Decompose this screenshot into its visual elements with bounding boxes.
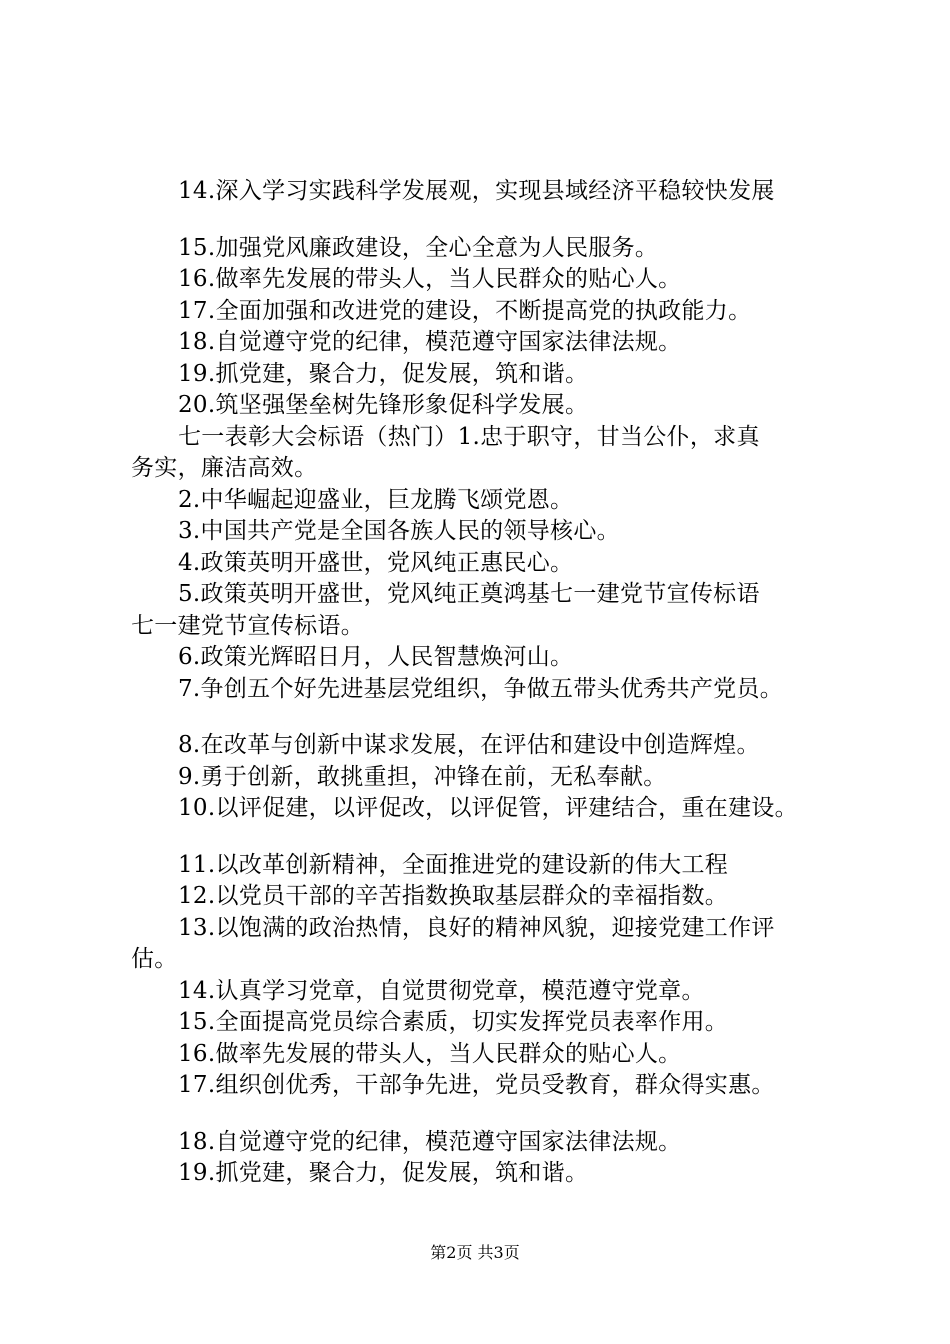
text-line: 七一表彰大会标语（热门）1.忠于职守，甘当公仆，求真 <box>178 423 760 450</box>
text-line: 3.中国共产党是全国各族人民的领导核心。 <box>178 518 620 544</box>
text-line: 18.自觉遵守党的纪律，模范遵守国家法律法规。 <box>178 1128 682 1155</box>
text-line: 16.做率先发展的带头人，当人民群众的贴心人。 <box>178 1040 682 1067</box>
paragraph-gap <box>131 208 843 233</box>
page-footer: 第2页 共3页 <box>430 1243 520 1262</box>
text-line: 12.以党员干部的辛苦指数换取基层群众的幸福指数。 <box>178 883 729 909</box>
text-line: 17.全面加强和改进党的建设，不断提高党的执政能力。 <box>178 297 752 324</box>
text-line: 13.以饱满的政治热情，良好的精神风貌，迎接党建工作评 <box>178 914 775 941</box>
text-line: 17.组织创优秀，干部争先进，党员受教育，群众得实惠。 <box>178 1072 775 1098</box>
paragraph-gap <box>131 705 843 730</box>
text-line: 19.抓党建，聚合力，促发展，筑和谐。 <box>178 1160 589 1186</box>
text-line: 务实，廉洁高效。 <box>131 455 318 481</box>
text-line: 18.自觉遵守党的纪律，模范遵守国家法律法规。 <box>178 329 682 355</box>
paragraph-gap <box>131 825 843 850</box>
text-line: 7.争创五个好先进基层党组织，争做五带头优秀共产党员。 <box>178 675 784 702</box>
text-line: 4.政策英明开盛世，党风纯正惠民心。 <box>178 549 574 576</box>
text-line: 11.以改革创新精神，全面推进党的建设新的伟大工程 <box>178 851 729 878</box>
text-line: 估。 <box>131 946 178 972</box>
paragraph-gap <box>131 1102 843 1127</box>
text-line: 14.深入学习实践科学发展观，实现县域经济平稳较快发展 <box>178 178 775 204</box>
text-line: 9.勇于创新，敢挑重担，冲锋在前，无私奉献。 <box>178 763 667 790</box>
text-line: 5.政策英明开盛世，党风纯正奠鸿基七一建党节宣传标语 <box>178 581 760 607</box>
text-line: 19.抓党建，聚合力，促发展，筑和谐。 <box>178 360 589 387</box>
text-line: 七一建党节宣传标语。 <box>131 612 364 639</box>
text-line: 20.筑坚强堡垒树先锋形象促科学发展。 <box>178 392 589 418</box>
text-line: 10.以评促建，以评促改，以评促管，评建结合，重在建设。 <box>178 795 798 821</box>
text-line: 15.全面提高党员综合素质，切实发挥党员表率作用。 <box>178 1009 729 1035</box>
text-line: 14.认真学习党章，自觉贯彻党章，模范遵守党章。 <box>178 977 705 1004</box>
document-body <box>131 176 843 1190</box>
text-line: 8.在改革与创新中谋求发展，在评估和建设中创造辉煌。 <box>178 732 760 758</box>
text-line: 15.加强党风廉政建设，全心全意为人民服务。 <box>178 234 659 261</box>
text-line: 2.中华崛起迎盛业，巨龙腾飞颂党恩。 <box>178 486 574 513</box>
text-line: 6.政策光辉昭日月，人民智慧焕河山。 <box>178 644 574 670</box>
text-line: 16.做率先发展的带头人，当人民群众的贴心人。 <box>178 266 682 292</box>
